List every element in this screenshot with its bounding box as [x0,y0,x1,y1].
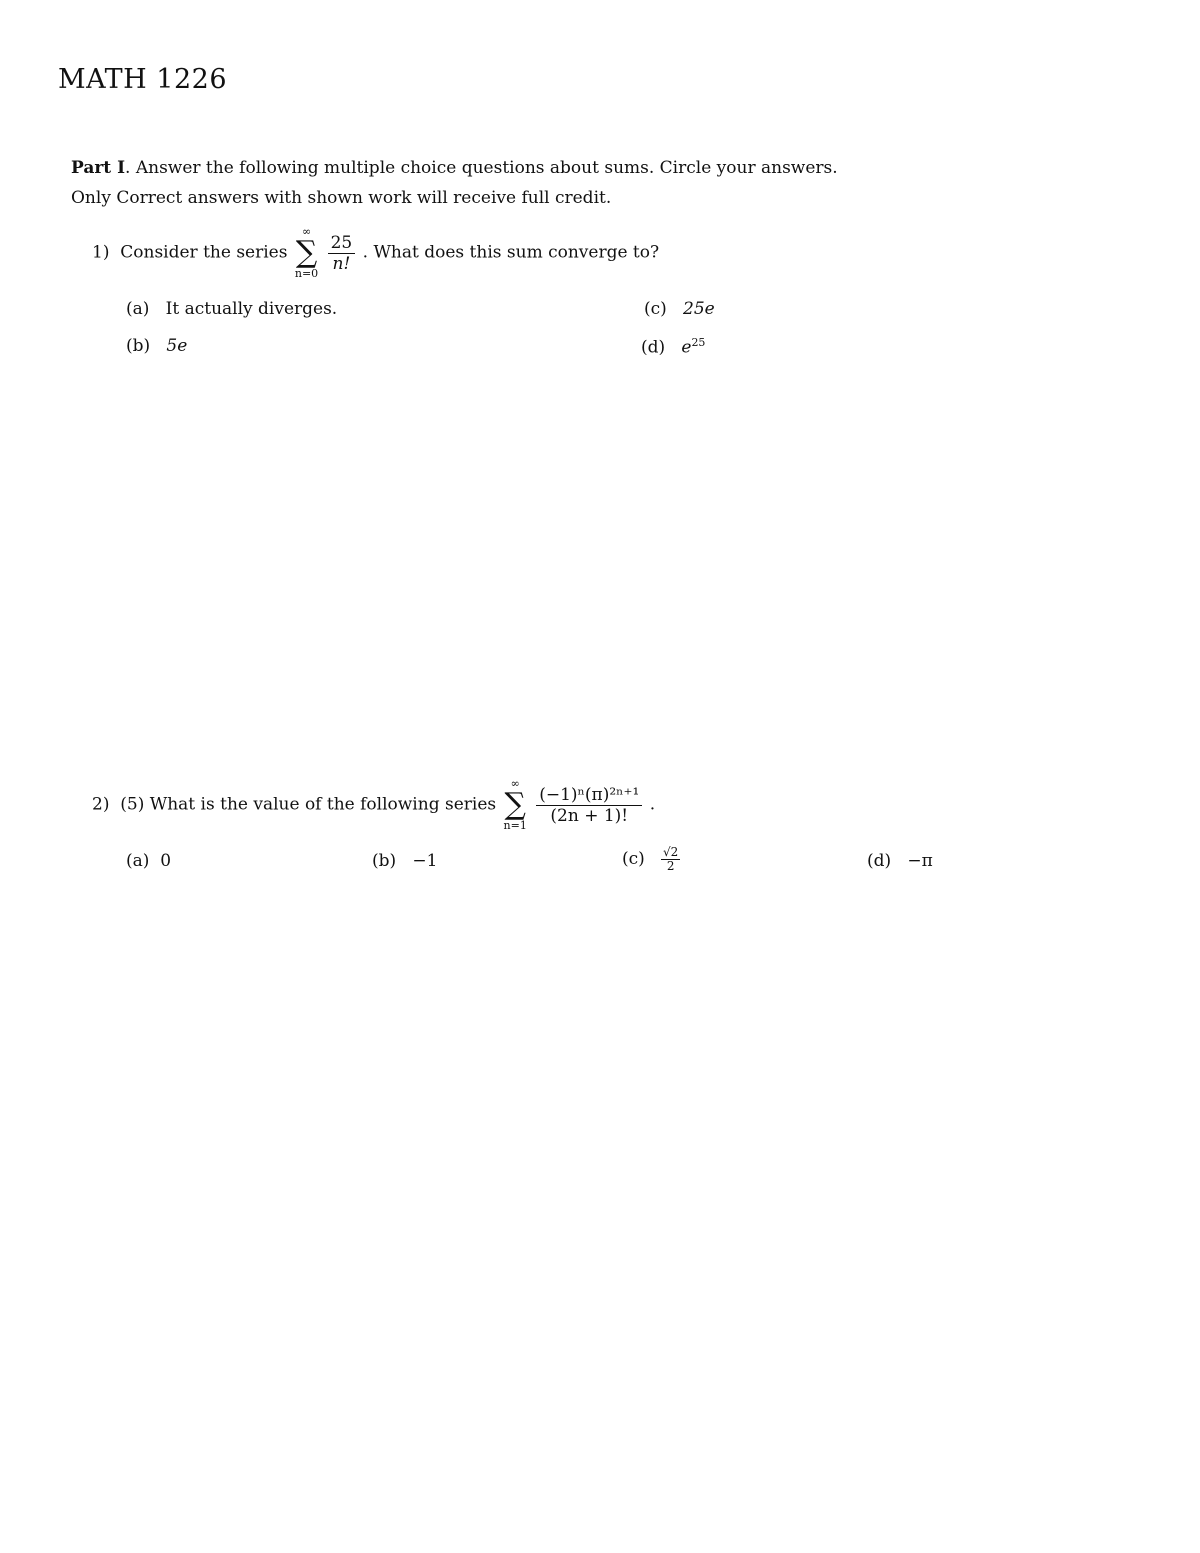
option-b[interactable] [372,851,437,871]
part-label: Part I [71,158,126,178]
option-label: (d) [867,851,892,871]
option-fraction [661,846,680,873]
question-prefix: (5) What is the value of the following series [120,794,497,815]
summation [504,778,527,832]
option-label: (b) [126,336,151,356]
sum-lower-limit: n=1 [503,819,527,832]
term-denominator: (2n + 1)! [550,805,629,826]
question-1 [92,226,659,280]
option-label: (a) [126,299,150,319]
option-label: (c) [644,299,667,319]
option-text: 25e [683,299,715,319]
question-prefix: Consider the series [120,242,288,263]
sigma-symbol: ∑ [504,787,526,822]
summation [295,226,318,280]
option-text: −π [907,851,933,871]
option-text: −1 [412,851,438,871]
fraction-denominator: 2 [666,859,675,873]
question-suffix: . [649,794,656,815]
option-label: (b) [372,851,397,871]
series-term [536,786,642,825]
option-d[interactable] [867,851,933,871]
instructions-line-1 [71,158,838,178]
fraction-numerator: √2 [663,845,679,859]
option-c[interactable] [644,299,715,319]
option-label: (a) [126,851,150,871]
question-number: 2) [92,794,110,815]
term-numerator: (−1)ⁿ(π)²ⁿ⁺¹ [536,786,642,806]
option-label: (d) [641,337,666,358]
option-text: 0 [160,851,172,871]
term-denominator: n! [332,253,351,274]
instructions-text: . Answer the following multiple choice questions about sums. Circle your answers. [125,158,838,178]
instructions-line-2: Only Correct answers with shown work will receive full credit. [71,188,612,208]
option-b[interactable] [126,336,187,356]
option-exponent: 25 [691,336,706,349]
sigma-symbol: ∑ [295,235,318,270]
option-text: It actually diverges. [165,299,338,319]
option-a[interactable] [126,299,337,319]
option-label: (c) [622,849,645,869]
sum-upper-limit: ∞ [510,777,520,790]
option-c[interactable] [622,846,680,873]
question-suffix: . What does this sum converge to? [362,242,660,263]
option-text: 5e [166,336,188,356]
question-number: 1) [92,242,110,263]
page-title: MATH 1226 [58,64,228,95]
option-d[interactable] [641,336,705,358]
option-base: e [681,337,692,358]
option-a[interactable] [126,851,171,871]
term-numerator: 25 [328,234,356,254]
sum-upper-limit: ∞ [301,225,312,238]
series-term [328,234,356,273]
sum-lower-limit: n=0 [294,267,319,280]
question-2 [92,778,655,832]
